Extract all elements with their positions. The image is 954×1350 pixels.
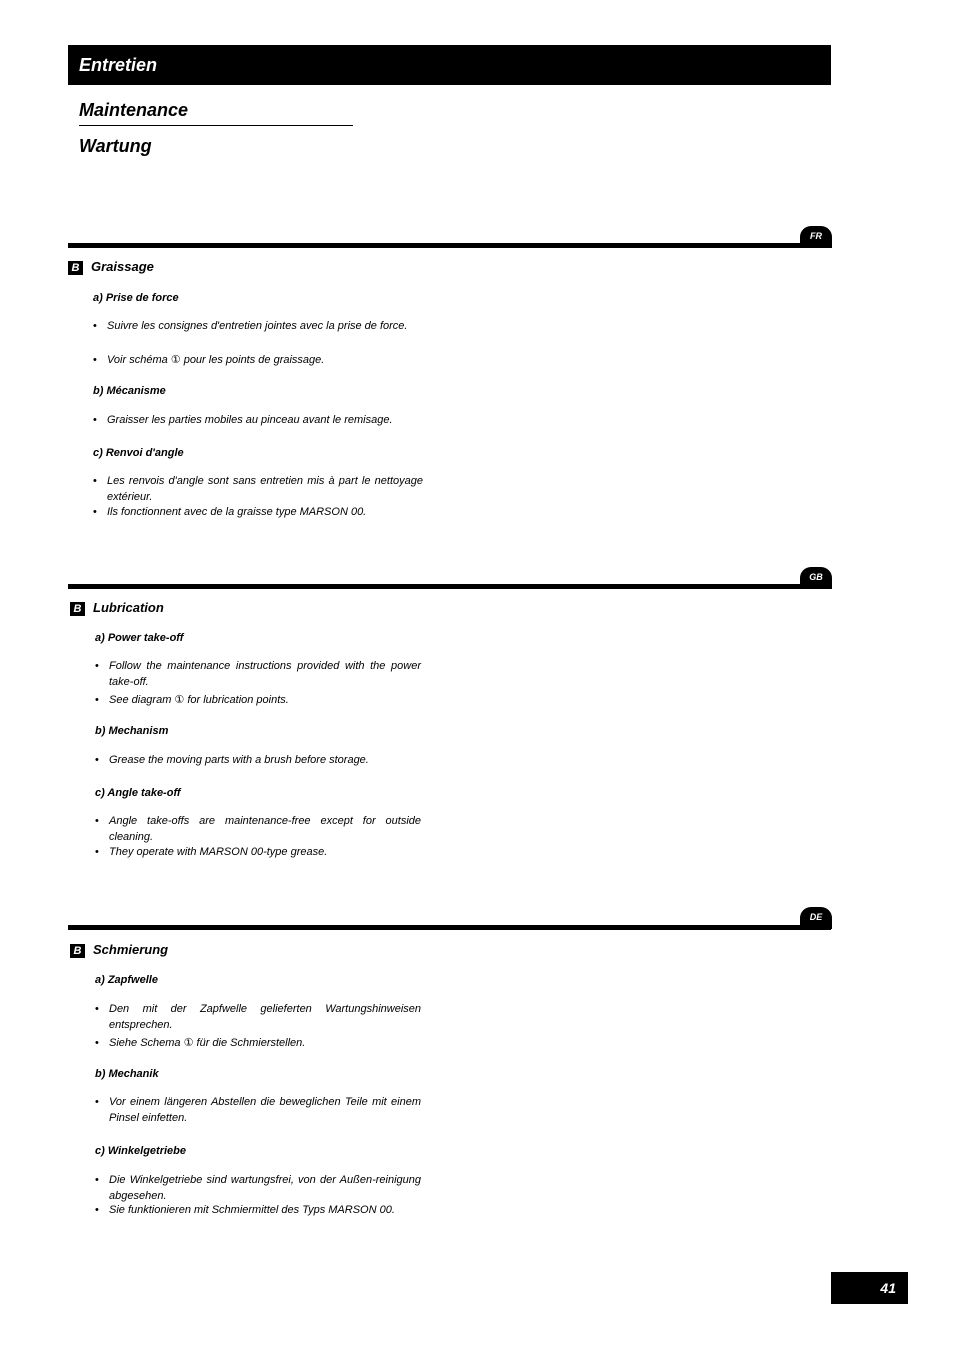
subsection-title: c) Renvoi d'angle bbox=[93, 447, 184, 459]
lang-tab-fr: FR bbox=[800, 226, 832, 248]
section-title: Lubrication bbox=[93, 600, 164, 615]
subtitle-wartung: Wartung bbox=[79, 136, 152, 156]
subsection-title: c) Angle take-off bbox=[95, 787, 181, 799]
list-item: • Grease the moving parts with a brush before storage. bbox=[95, 752, 421, 768]
list-item: • Ils fonctionnent avec de la graisse type MARSON 00. bbox=[93, 504, 423, 520]
subsection-title: a) Power take-off bbox=[95, 632, 184, 644]
list-item: • See diagram ① for lubrication points. bbox=[95, 692, 421, 708]
section-heading-fr bbox=[68, 259, 154, 275]
list-item: • Suivre les consignes d'entretien jointes avec la prise de force. bbox=[93, 318, 423, 334]
subsection-title: a) Zapfwelle bbox=[95, 974, 158, 986]
header-bar bbox=[68, 45, 831, 85]
section-divider-gb bbox=[68, 584, 831, 589]
section-heading-de bbox=[70, 942, 168, 958]
list-item: • They operate with MARSON 00-type grease. bbox=[95, 844, 421, 860]
lang-tab-de: DE bbox=[800, 907, 832, 929]
list-item: • Die Winkelgetriebe sind wartungsfrei, von der Außen-reinigung abgesehen. bbox=[95, 1172, 421, 1204]
subsection-title: b) Mechanik bbox=[95, 1068, 159, 1080]
section-badge: B bbox=[70, 944, 85, 958]
section-divider-de bbox=[68, 925, 831, 930]
section-divider-fr bbox=[68, 243, 831, 248]
subtitle-maintenance: Maintenance bbox=[79, 100, 189, 120]
subsection-title: c) Winkelgetriebe bbox=[95, 1145, 186, 1157]
subsection-title: b) Mécanisme bbox=[93, 385, 166, 397]
list-item: • Den mit der Zapfwelle gelieferten Wartungshinweisen entsprechen. bbox=[95, 1001, 421, 1033]
list-item: • Sie funktionieren mit Schmiermittel des Typs MARSON 00. bbox=[95, 1202, 421, 1218]
section-title: Graissage bbox=[91, 259, 154, 274]
title-underline bbox=[79, 125, 353, 126]
subsection-title: a) Prise de force bbox=[93, 292, 179, 304]
section-badge: B bbox=[70, 602, 85, 616]
section-badge: B bbox=[68, 261, 83, 275]
section-title: Schmierung bbox=[93, 942, 169, 957]
list-item: • Voir schéma ① pour les points de graissage. bbox=[93, 352, 423, 368]
list-item: • Siehe Schema ① für die Schmierstellen. bbox=[95, 1035, 421, 1051]
list-item: • Les renvois d'angle sont sans entretien mis à part le nettoyage extérieur. bbox=[93, 473, 423, 505]
page-title: Entretien bbox=[79, 55, 158, 75]
list-item: • Vor einem längeren Abstellen die beweglichen Teile mit einem Pinsel einfetten. bbox=[95, 1094, 421, 1126]
list-item: • Follow the maintenance instructions provided with the power take-off. bbox=[95, 658, 421, 690]
section-heading-gb bbox=[70, 600, 164, 616]
page-number: 41 bbox=[831, 1272, 908, 1304]
list-item: • Graisser les parties mobiles au pinceau avant le remisage. bbox=[93, 412, 423, 428]
lang-tab-gb: GB bbox=[800, 567, 832, 589]
subsection-title: b) Mechanism bbox=[95, 725, 169, 737]
list-item: • Angle take-offs are maintenance-free except for outside cleaning. bbox=[95, 813, 421, 845]
